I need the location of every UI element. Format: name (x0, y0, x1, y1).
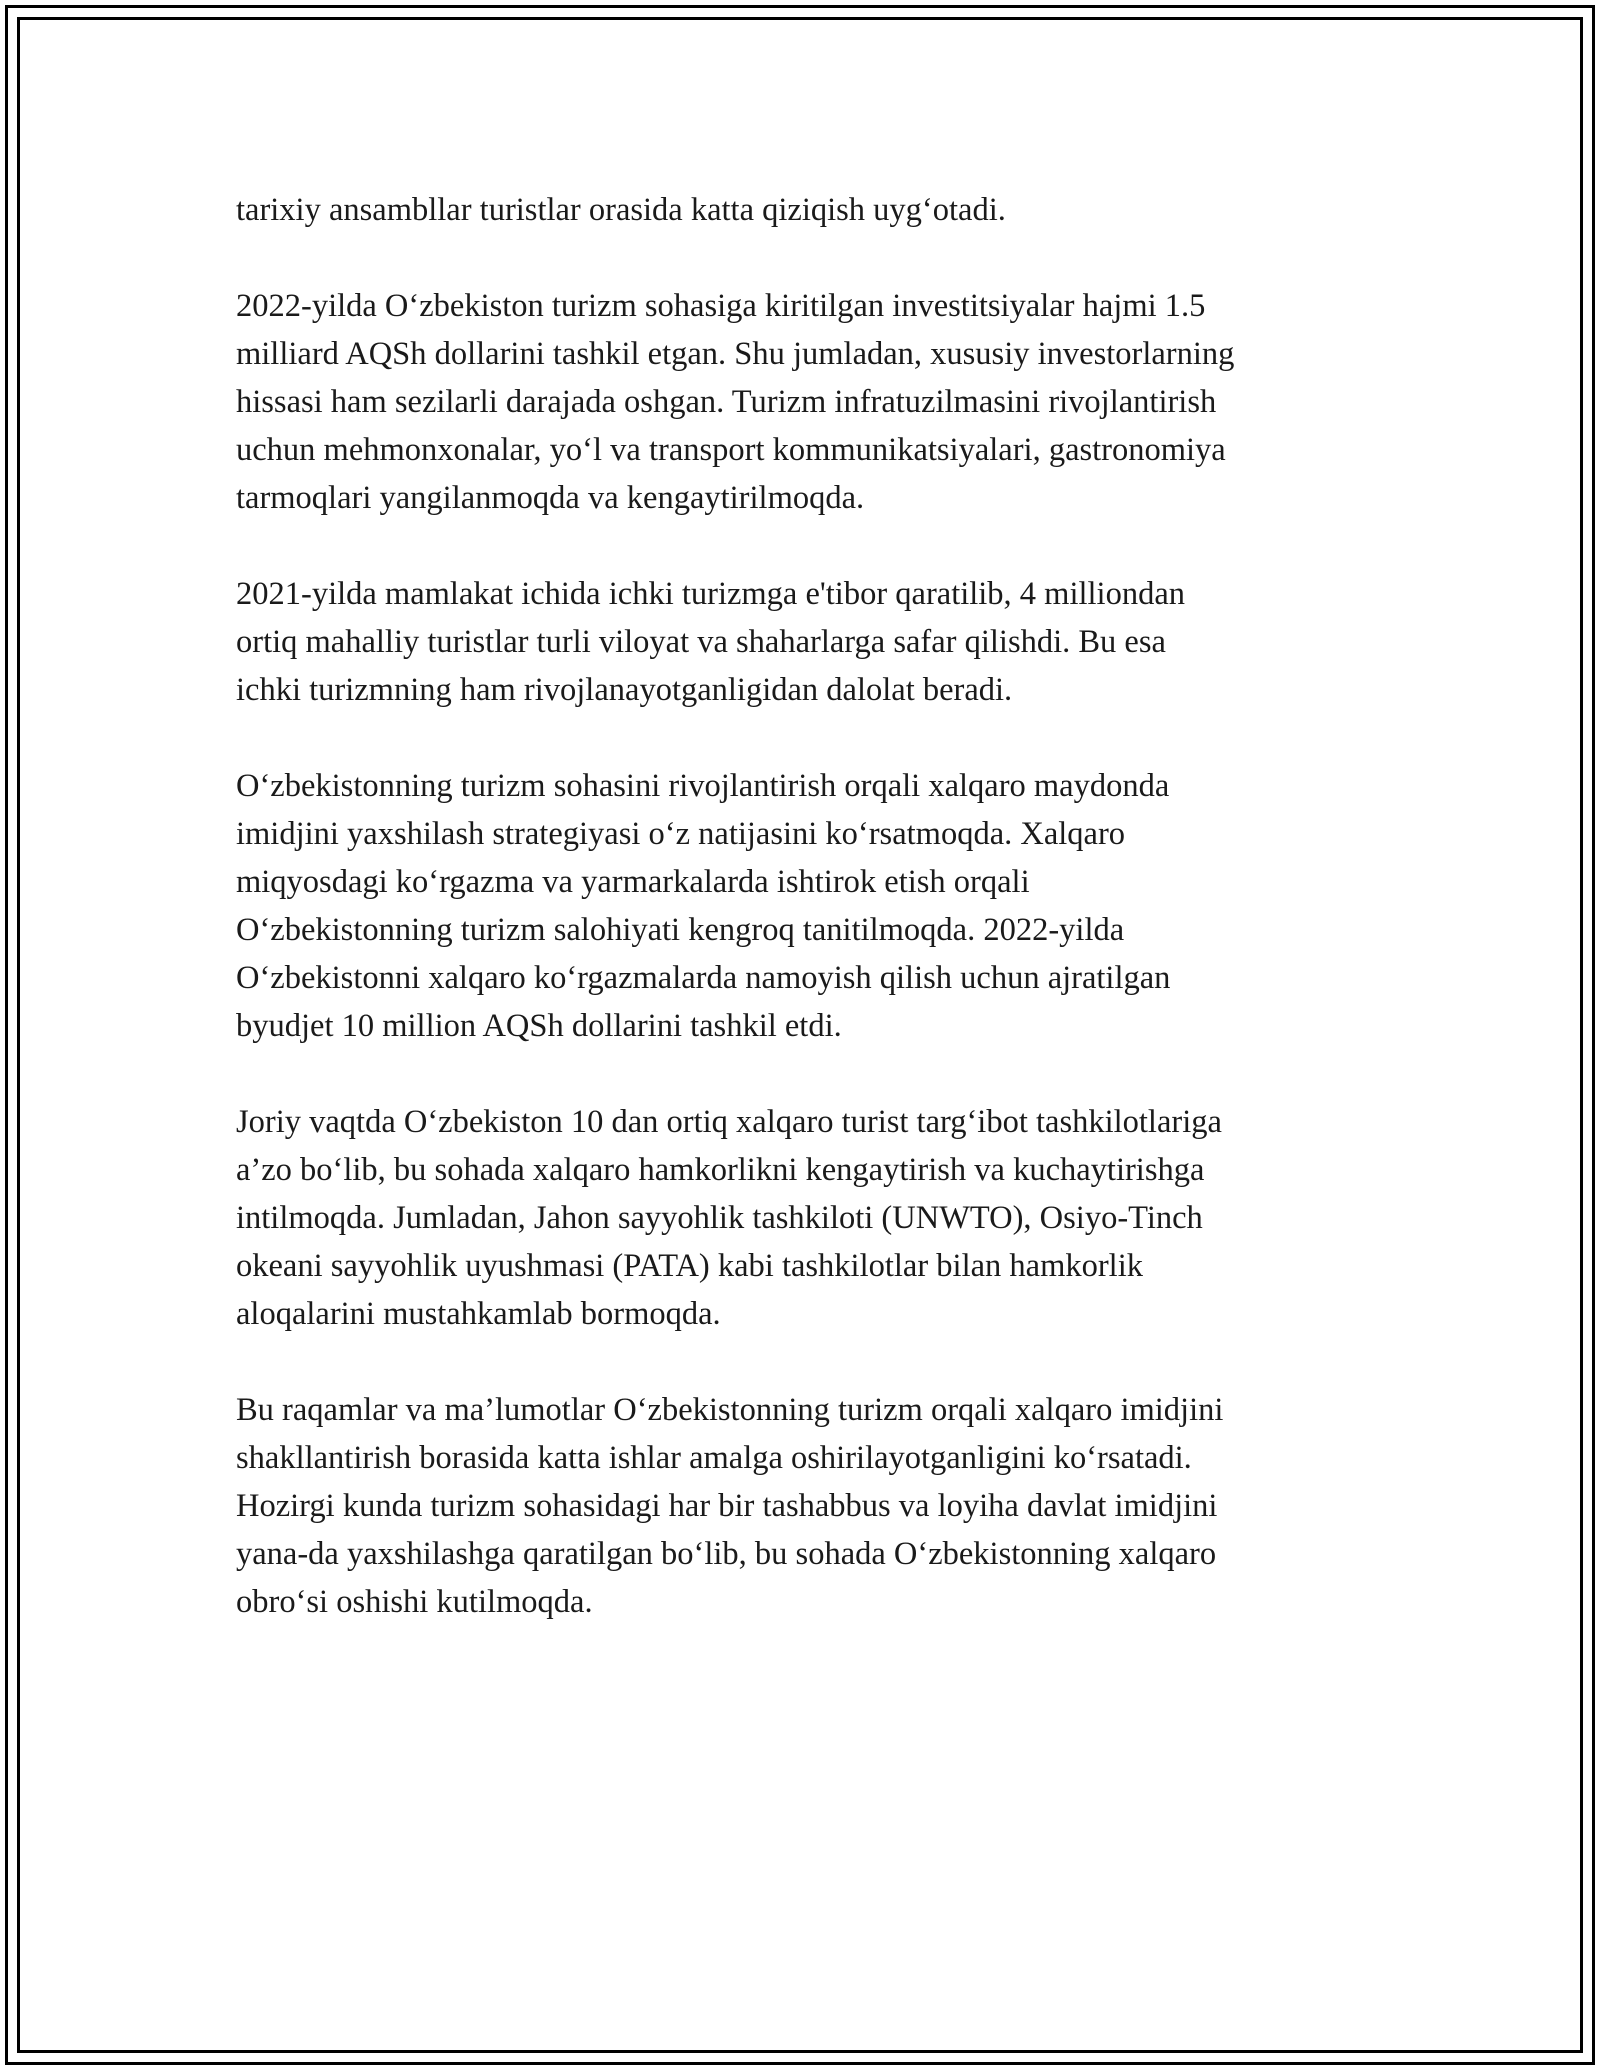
paragraph-5 (236, 1098, 1376, 1338)
text-line: hissasi ham sezilarli darajada oshgan. Turizm infratuzilmasini rivojlantirish (236, 384, 1217, 420)
paragraph-2 (236, 282, 1376, 522)
text-line: okeani sayyohlik uyushmasi (PATA) kabi tashkilotlar bilan hamkorlik (236, 1248, 1143, 1284)
text-line: a’zo bo‘lib, bu sohada xalqaro hamkorlikni kengaytirish va kuchaytirishga (236, 1152, 1205, 1188)
text-line: aloqalarini mustahkamlab bormoqda. (236, 1296, 721, 1332)
text-line: 2021-yilda mamlakat ichida ichki turizmga e'tibor qaratilib, 4 milliondan (236, 576, 1186, 612)
paragraph-6 (236, 1386, 1376, 1626)
text-line: intilmoqda. Jumladan, Jahon sayyohlik tashkiloti (UNWTO), Osiyo-Tinch (236, 1200, 1203, 1236)
text-line: imidjini yaxshilash strategiyasi o‘z natijasini ko‘rsatmoqda. Xalqaro (236, 816, 1126, 852)
text-line: shakllantirish borasida katta ishlar amalga oshirilayotganligini ko‘rsatadi. (236, 1440, 1192, 1476)
text-line: byudjet 10 million AQSh dollarini tashkil etdi. (236, 1008, 842, 1044)
text-line: Bu raqamlar va ma’lumotlar O‘zbekistonning turizm orqali xalqaro imidjini (236, 1392, 1224, 1428)
paragraph-3 (236, 570, 1376, 714)
text-line: ichki turizmning ham rivojlanayotganligidan dalolat beradi. (236, 672, 1013, 708)
text-line: O‘zbekistonning turizm salohiyati kengroq tanitilmoqda. 2022-yilda (236, 912, 1125, 948)
paragraph-1 (236, 186, 1376, 234)
text-line: yana-da yaxshilashga qaratilgan bo‘lib, bu sohada O‘zbekistonning xalqaro (236, 1536, 1217, 1572)
text-line: O‘zbekistonni xalqaro ko‘rgazmalarda namoyish qilish uchun ajratilgan (236, 960, 1171, 996)
text-line: miqyosdagi ko‘rgazma va yarmarkalarda ishtirok etish orqali (236, 864, 1030, 900)
text-line: uchun mehmonxonalar, yo‘l va transport kommunikatsiyalari, gastronomiya (236, 432, 1226, 468)
text-line: Joriy vaqtda O‘zbekiston 10 dan ortiq xalqaro turist targ‘ibot tashkilotlariga (236, 1104, 1222, 1140)
document-body (236, 186, 1376, 1674)
text-line: ortiq mahalliy turistlar turli viloyat va shaharlarga safar qilishdi. Bu esa (236, 624, 1166, 660)
text-line: obro‘si oshishi kutilmoqda. (236, 1584, 593, 1620)
text-line: tarixiy ansambllar turistlar orasida katta qiziqish uyg‘otadi. (236, 192, 1006, 228)
text-line: 2022-yilda O‘zbekiston turizm sohasiga kiritilgan investitsiyalar hajmi 1.5 (236, 288, 1206, 324)
text-line: milliard AQSh dollarini tashkil etgan. Shu jumladan, xususiy investorlarning (236, 336, 1235, 372)
text-line: tarmoqlari yangilanmoqda va kengaytirilmoqda. (236, 480, 865, 516)
text-line: O‘zbekistonning turizm sohasini rivojlantirish orqali xalqaro maydonda (236, 768, 1170, 804)
text-line: Hozirgi kunda turizm sohasidagi har bir tashabbus va loyiha davlat imidjini (236, 1488, 1218, 1524)
paragraph-4 (236, 762, 1376, 1050)
